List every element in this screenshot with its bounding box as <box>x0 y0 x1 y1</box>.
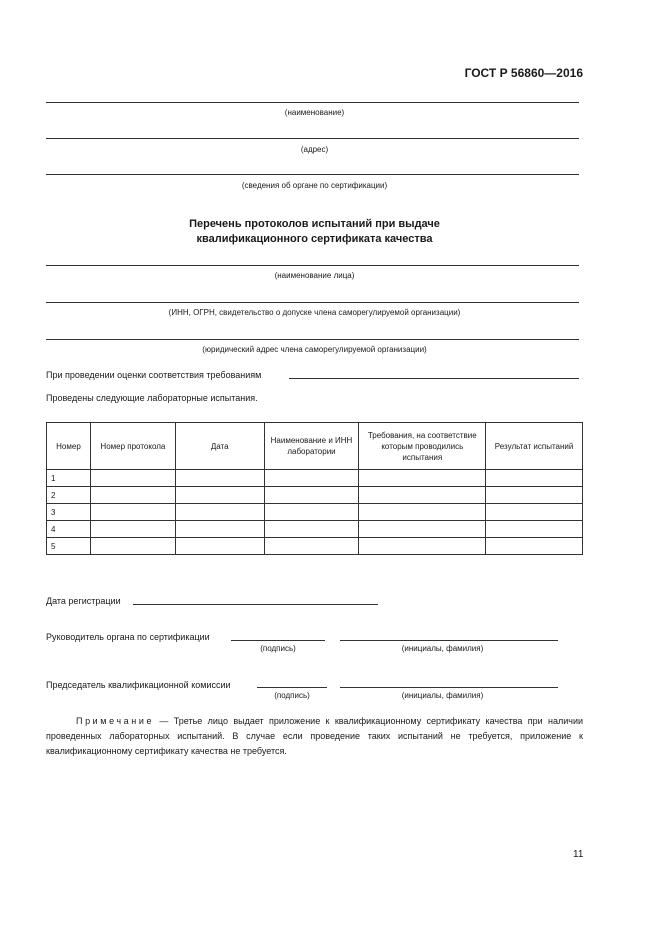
table-header-row <box>47 423 583 470</box>
table-cell[interactable] <box>359 504 486 521</box>
name-caption: (наименование) <box>284 108 345 117</box>
chairman-signature-caption: (подпись) <box>274 691 310 700</box>
table-cell[interactable] <box>175 487 264 504</box>
address-caption: (адрес) <box>300 145 329 154</box>
page-number: 11 <box>573 849 584 860</box>
table-cell[interactable] <box>90 538 175 555</box>
table-cell[interactable] <box>264 521 359 538</box>
table-cell[interactable] <box>90 470 175 487</box>
col-header-protocol: Номер протокола <box>90 423 175 470</box>
certification-body-caption: (сведения об органе по сертификации) <box>241 181 388 190</box>
table-cell[interactable] <box>359 470 486 487</box>
head-name-field-line[interactable] <box>340 640 558 641</box>
table-cell[interactable] <box>175 521 264 538</box>
table-cell[interactable] <box>486 504 583 521</box>
address-field-line[interactable] <box>46 138 579 139</box>
chairman-name-caption: (инициалы, фамилия) <box>401 691 484 700</box>
person-name-caption: (наименование лица) <box>274 271 355 280</box>
table-cell[interactable] <box>264 504 359 521</box>
col-header-laboratory: Наименование и ИНН лаборатории <box>264 423 359 470</box>
col-header-requirements: Требования, на соответствие которым проводились испытания <box>359 423 486 470</box>
person-name-field-line[interactable] <box>46 265 579 266</box>
title-line-1: Перечень протоколов испытаний при выдаче <box>189 218 440 230</box>
tests-intro: Проведены следующие лабораторные испытания. <box>46 393 258 403</box>
table-cell[interactable] <box>90 504 175 521</box>
table-row <box>47 538 583 555</box>
chairman-signature-field-line[interactable] <box>257 687 327 688</box>
row-number: 3 <box>47 504 91 521</box>
inn-field-line[interactable] <box>46 302 579 303</box>
table-cell[interactable] <box>486 521 583 538</box>
document-title <box>46 217 583 247</box>
note-text: — Третье лицо выдает приложение к квалификационному сертификату качества при наличии проведенных лабораторных испытаний. В случае если проведение таких испытаний не требуется, приложение к квалификационному сертификату качества не требуется. <box>46 716 583 756</box>
row-number: 2 <box>47 487 91 504</box>
head-signature-caption: (подпись) <box>260 644 296 653</box>
col-header-number: Номер <box>47 423 91 470</box>
table-cell[interactable] <box>175 538 264 555</box>
legal-address-caption: (юридический адрес члена саморегулируемой организации) <box>202 345 427 354</box>
table-cell[interactable] <box>359 521 486 538</box>
head-signature-label: Руководитель органа по сертификации <box>46 632 210 642</box>
requirements-field-line[interactable] <box>289 378 579 379</box>
table-cell[interactable] <box>175 504 264 521</box>
table-cell[interactable] <box>90 521 175 538</box>
row-number: 5 <box>47 538 91 555</box>
registration-label: Дата регистрации <box>46 596 121 606</box>
note-label: Примечание <box>76 716 155 726</box>
table-row <box>47 504 583 521</box>
col-header-result: Результат испытаний <box>486 423 583 470</box>
tests-table <box>46 422 583 555</box>
table-cell[interactable] <box>175 470 264 487</box>
row-number: 4 <box>47 521 91 538</box>
table-cell[interactable] <box>486 470 583 487</box>
table-row <box>47 521 583 538</box>
chairman-signature-label: Председатель квалификационной комиссии <box>46 680 231 690</box>
chairman-name-field-line[interactable] <box>340 687 558 688</box>
table-row <box>47 470 583 487</box>
table-cell[interactable] <box>90 487 175 504</box>
head-name-caption: (инициалы, фамилия) <box>401 644 484 653</box>
col-header-date: Дата <box>175 423 264 470</box>
table-cell[interactable] <box>264 487 359 504</box>
registration-date-field-line[interactable] <box>133 604 378 605</box>
table-cell[interactable] <box>359 487 486 504</box>
head-signature-field-line[interactable] <box>231 640 325 641</box>
table-cell[interactable] <box>359 538 486 555</box>
table-cell[interactable] <box>264 538 359 555</box>
table-cell[interactable] <box>486 538 583 555</box>
inn-caption: (ИНН, ОГРН, свидетельство о допуске члена саморегулируемой организации) <box>168 308 461 317</box>
table-cell[interactable] <box>486 487 583 504</box>
requirements-label: При проведении оценки соответствия требованиям <box>46 370 262 380</box>
table-row <box>47 487 583 504</box>
note-paragraph <box>46 714 583 759</box>
row-number: 1 <box>47 470 91 487</box>
table-cell[interactable] <box>264 470 359 487</box>
legal-address-field-line[interactable] <box>46 339 579 340</box>
certification-body-field-line[interactable] <box>46 174 579 175</box>
name-field-line[interactable] <box>46 102 579 103</box>
document-code: ГОСТ Р 56860—2016 <box>464 66 583 80</box>
title-line-2: квалификационного сертификата качества <box>196 233 433 245</box>
